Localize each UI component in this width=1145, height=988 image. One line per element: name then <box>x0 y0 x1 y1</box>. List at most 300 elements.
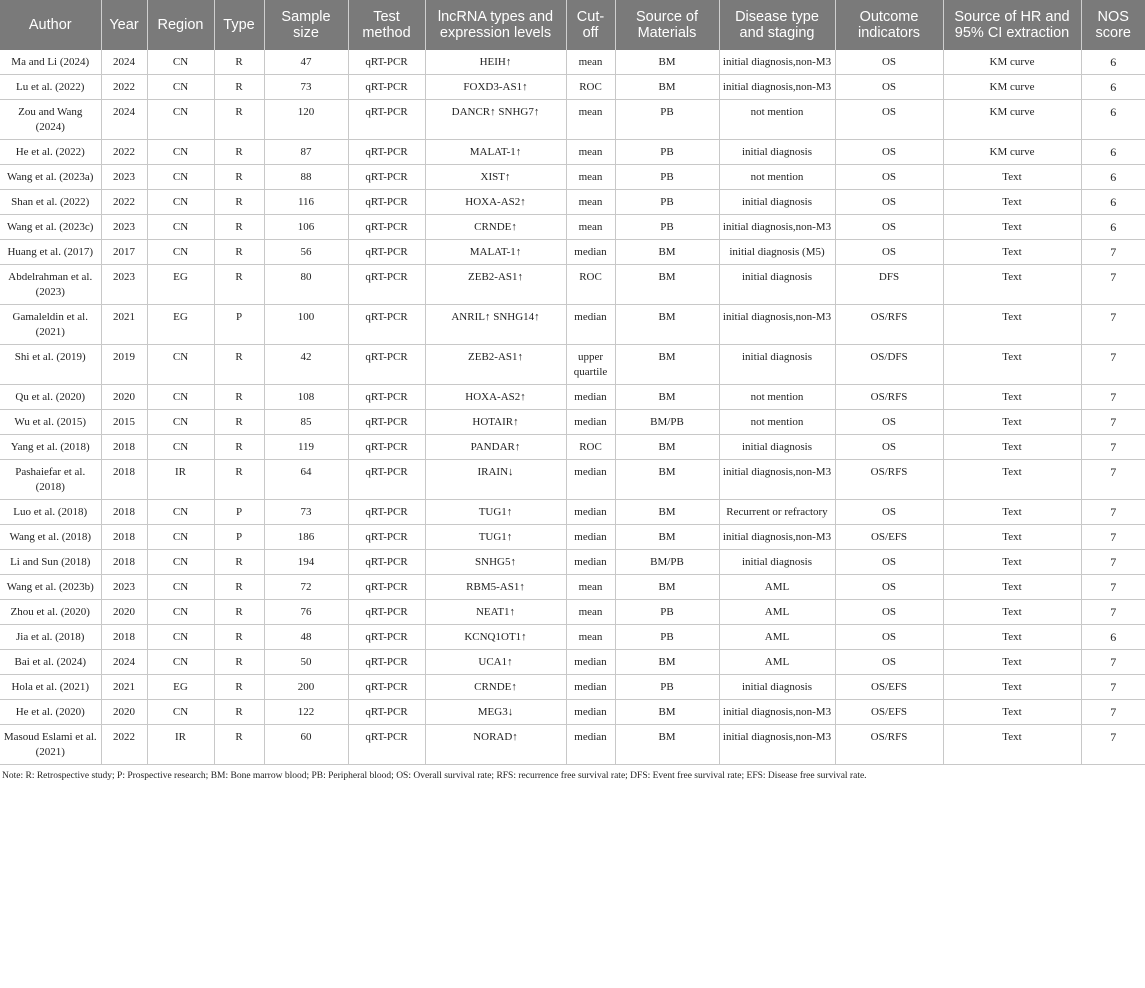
cell-year: 2022 <box>101 75 147 100</box>
cell-test-method: qRT-PCR <box>348 305 425 345</box>
cell-source-of-materials: PB <box>615 100 719 140</box>
table-row <box>0 190 1145 215</box>
cell-test-method: qRT-PCR <box>348 165 425 190</box>
cell-lncrna-types: MEG3↓ <box>425 700 566 725</box>
cell-disease-type: initial diagnosis,non-M3 <box>719 725 835 765</box>
cell-region: CN <box>147 500 214 525</box>
cell-year: 2022 <box>101 725 147 765</box>
cell-source-of-materials: BM <box>615 525 719 550</box>
cell-type: R <box>214 240 264 265</box>
cell-region: IR <box>147 725 214 765</box>
cell-lncrna-types: NORAD↑ <box>425 725 566 765</box>
cell-hr-source: Text <box>943 385 1081 410</box>
table-row <box>0 625 1145 650</box>
cell-nos-score: 6 <box>1081 140 1145 165</box>
cell-lncrna-types: KCNQ1OT1↑ <box>425 625 566 650</box>
cell-disease-type: initial diagnosis <box>719 550 835 575</box>
cell-outcome-indicators: OS <box>835 190 943 215</box>
cell-disease-type: not mention <box>719 165 835 190</box>
cell-author: Bai et al. (2024) <box>0 650 101 675</box>
cell-sample-size: 116 <box>264 190 348 215</box>
cell-sample-size: 42 <box>264 345 348 385</box>
cell-type: R <box>214 575 264 600</box>
table-row <box>0 500 1145 525</box>
cell-lncrna-types: NEAT1↑ <box>425 600 566 625</box>
cell-region: EG <box>147 675 214 700</box>
cell-year: 2022 <box>101 190 147 215</box>
cell-sample-size: 100 <box>264 305 348 345</box>
cell-cut-off: median <box>566 385 615 410</box>
cell-cut-off: mean <box>566 165 615 190</box>
cell-outcome-indicators: OS/EFS <box>835 700 943 725</box>
cell-region: CN <box>147 625 214 650</box>
cell-nos-score: 6 <box>1081 625 1145 650</box>
cell-outcome-indicators: OS <box>835 50 943 75</box>
cell-region: CN <box>147 650 214 675</box>
cell-year: 2018 <box>101 460 147 500</box>
cell-hr-source: KM curve <box>943 140 1081 165</box>
cell-disease-type: initial diagnosis,non-M3 <box>719 215 835 240</box>
cell-author: Ma and Li (2024) <box>0 50 101 75</box>
cell-hr-source: Text <box>943 240 1081 265</box>
cell-test-method: qRT-PCR <box>348 550 425 575</box>
cell-sample-size: 60 <box>264 725 348 765</box>
cell-hr-source: Text <box>943 725 1081 765</box>
cell-hr-source: Text <box>943 165 1081 190</box>
table-row <box>0 240 1145 265</box>
cell-author: Wang et al. (2023c) <box>0 215 101 240</box>
cell-disease-type: initial diagnosis,non-M3 <box>719 75 835 100</box>
cell-sample-size: 186 <box>264 525 348 550</box>
cell-lncrna-types: FOXD3-AS1↑ <box>425 75 566 100</box>
cell-year: 2020 <box>101 385 147 410</box>
cell-region: CN <box>147 575 214 600</box>
cell-author: He et al. (2022) <box>0 140 101 165</box>
cell-outcome-indicators: OS/DFS <box>835 345 943 385</box>
cell-year: 2021 <box>101 305 147 345</box>
cell-hr-source: Text <box>943 575 1081 600</box>
cell-source-of-materials: BM <box>615 700 719 725</box>
cell-author: Abdelrahman et al. (2023) <box>0 265 101 305</box>
cell-outcome-indicators: OS <box>835 165 943 190</box>
cell-type: R <box>214 50 264 75</box>
cell-disease-type: not mention <box>719 100 835 140</box>
cell-type: R <box>214 190 264 215</box>
cell-region: CN <box>147 700 214 725</box>
cell-hr-source: Text <box>943 410 1081 435</box>
cell-region: CN <box>147 165 214 190</box>
cell-lncrna-types: HEIH↑ <box>425 50 566 75</box>
cell-year: 2019 <box>101 345 147 385</box>
cell-year: 2020 <box>101 700 147 725</box>
cell-cut-off: median <box>566 650 615 675</box>
cell-sample-size: 48 <box>264 625 348 650</box>
cell-type: R <box>214 265 264 305</box>
cell-cut-off: mean <box>566 190 615 215</box>
cell-test-method: qRT-PCR <box>348 240 425 265</box>
cell-disease-type: AML <box>719 575 835 600</box>
cell-source-of-materials: BM <box>615 460 719 500</box>
cell-sample-size: 50 <box>264 650 348 675</box>
table-header-row <box>0 0 1145 50</box>
cell-type: R <box>214 140 264 165</box>
cell-region: CN <box>147 525 214 550</box>
cell-sample-size: 47 <box>264 50 348 75</box>
cell-test-method: qRT-PCR <box>348 265 425 305</box>
cell-cut-off: mean <box>566 575 615 600</box>
cell-nos-score: 7 <box>1081 345 1145 385</box>
cell-lncrna-types: HOTAIR↑ <box>425 410 566 435</box>
table-row <box>0 725 1145 765</box>
cell-test-method: qRT-PCR <box>348 100 425 140</box>
cell-type: R <box>214 650 264 675</box>
cell-test-method: qRT-PCR <box>348 525 425 550</box>
cell-author: Zou and Wang (2024) <box>0 100 101 140</box>
cell-region: CN <box>147 385 214 410</box>
cell-source-of-materials: BM <box>615 385 719 410</box>
cell-lncrna-types: UCA1↑ <box>425 650 566 675</box>
cell-disease-type: initial diagnosis <box>719 190 835 215</box>
cell-source-of-materials: BM/PB <box>615 550 719 575</box>
cell-cut-off: median <box>566 410 615 435</box>
cell-year: 2024 <box>101 100 147 140</box>
cell-lncrna-types: HOXA-AS2↑ <box>425 190 566 215</box>
cell-region: CN <box>147 240 214 265</box>
cell-author: Pashaiefar et al. (2018) <box>0 460 101 500</box>
cell-region: CN <box>147 550 214 575</box>
cell-type: R <box>214 165 264 190</box>
cell-hr-source: Text <box>943 550 1081 575</box>
cell-hr-source: Text <box>943 305 1081 345</box>
cell-cut-off: mean <box>566 625 615 650</box>
cell-cut-off: upper quartile <box>566 345 615 385</box>
cell-source-of-materials: BM <box>615 345 719 385</box>
table-row <box>0 385 1145 410</box>
cell-region: CN <box>147 600 214 625</box>
cell-sample-size: 64 <box>264 460 348 500</box>
table-row <box>0 345 1145 385</box>
cell-disease-type: initial diagnosis,non-M3 <box>719 460 835 500</box>
cell-disease-type: AML <box>719 600 835 625</box>
cell-nos-score: 7 <box>1081 500 1145 525</box>
cell-test-method: qRT-PCR <box>348 385 425 410</box>
table-row <box>0 650 1145 675</box>
cell-lncrna-types: TUG1↑ <box>425 525 566 550</box>
cell-cut-off: ROC <box>566 435 615 460</box>
cell-author: Wu et al. (2015) <box>0 410 101 435</box>
cell-cut-off: median <box>566 305 615 345</box>
cell-sample-size: 88 <box>264 165 348 190</box>
cell-cut-off: ROC <box>566 265 615 305</box>
cell-hr-source: Text <box>943 345 1081 385</box>
cell-nos-score: 6 <box>1081 190 1145 215</box>
column-header-outcome-indicators: Outcome indicators <box>835 0 943 50</box>
cell-source-of-materials: PB <box>615 140 719 165</box>
cell-outcome-indicators: OS/RFS <box>835 385 943 410</box>
cell-region: CN <box>147 75 214 100</box>
cell-sample-size: 106 <box>264 215 348 240</box>
cell-source-of-materials: BM <box>615 725 719 765</box>
table-row <box>0 100 1145 140</box>
cell-disease-type: not mention <box>719 385 835 410</box>
cell-test-method: qRT-PCR <box>348 215 425 240</box>
cell-hr-source: Text <box>943 650 1081 675</box>
cell-type: R <box>214 625 264 650</box>
cell-year: 2017 <box>101 240 147 265</box>
cell-test-method: qRT-PCR <box>348 50 425 75</box>
cell-region: CN <box>147 345 214 385</box>
cell-year: 2018 <box>101 525 147 550</box>
cell-nos-score: 7 <box>1081 265 1145 305</box>
cell-sample-size: 85 <box>264 410 348 435</box>
column-header-region: Region <box>147 0 214 50</box>
table-row <box>0 305 1145 345</box>
cell-author: Shan et al. (2022) <box>0 190 101 215</box>
cell-hr-source: Text <box>943 190 1081 215</box>
cell-disease-type: Recurrent or refractory <box>719 500 835 525</box>
cell-outcome-indicators: OS <box>835 240 943 265</box>
cell-region: EG <box>147 305 214 345</box>
cell-test-method: qRT-PCR <box>348 345 425 385</box>
cell-author: Wang et al. (2018) <box>0 525 101 550</box>
cell-hr-source: Text <box>943 675 1081 700</box>
cell-year: 2023 <box>101 575 147 600</box>
cell-author: Shi et al. (2019) <box>0 345 101 385</box>
cell-outcome-indicators: OS <box>835 500 943 525</box>
cell-lncrna-types: XIST↑ <box>425 165 566 190</box>
table-row <box>0 265 1145 305</box>
cell-cut-off: median <box>566 240 615 265</box>
cell-source-of-materials: PB <box>615 215 719 240</box>
cell-nos-score: 7 <box>1081 700 1145 725</box>
table-row <box>0 550 1145 575</box>
cell-disease-type: initial diagnosis,non-M3 <box>719 700 835 725</box>
cell-disease-type: initial diagnosis <box>719 675 835 700</box>
cell-disease-type: initial diagnosis,non-M3 <box>719 50 835 75</box>
cell-hr-source: Text <box>943 625 1081 650</box>
cell-disease-type: initial diagnosis <box>719 345 835 385</box>
table-note: Note: R: Retrospective study; P: Prospective research; BM: Bone marrow blood; PB: Peripheral blood; OS: Overall survival rate; RFS: recurrence free survival rate; DFS: Event free survival rate; EFS: Disease free survival rate. <box>2 771 867 781</box>
cell-outcome-indicators: OS/RFS <box>835 305 943 345</box>
table-row <box>0 50 1145 75</box>
table-row <box>0 410 1145 435</box>
cell-author: Yang et al. (2018) <box>0 435 101 460</box>
cell-outcome-indicators: OS/EFS <box>835 675 943 700</box>
cell-type: R <box>214 460 264 500</box>
cell-region: CN <box>147 190 214 215</box>
cell-region: CN <box>147 410 214 435</box>
cell-test-method: qRT-PCR <box>348 600 425 625</box>
cell-sample-size: 200 <box>264 675 348 700</box>
column-header-source-of-materials: Source of Materials <box>615 0 719 50</box>
cell-source-of-materials: BM <box>615 500 719 525</box>
cell-year: 2023 <box>101 265 147 305</box>
cell-lncrna-types: IRAIN↓ <box>425 460 566 500</box>
cell-nos-score: 7 <box>1081 725 1145 765</box>
cell-hr-source: Text <box>943 265 1081 305</box>
cell-test-method: qRT-PCR <box>348 700 425 725</box>
cell-source-of-materials: BM <box>615 50 719 75</box>
cell-author: Wang et al. (2023b) <box>0 575 101 600</box>
cell-cut-off: median <box>566 500 615 525</box>
cell-lncrna-types: MALAT-1↑ <box>425 240 566 265</box>
cell-author: Hola et al. (2021) <box>0 675 101 700</box>
cell-hr-source: KM curve <box>943 75 1081 100</box>
cell-region: CN <box>147 435 214 460</box>
cell-type: R <box>214 550 264 575</box>
cell-region: CN <box>147 140 214 165</box>
table-row <box>0 165 1145 190</box>
column-header-author: Author <box>0 0 101 50</box>
cell-author: Li and Sun (2018) <box>0 550 101 575</box>
cell-hr-source: Text <box>943 600 1081 625</box>
cell-year: 2018 <box>101 550 147 575</box>
cell-year: 2021 <box>101 675 147 700</box>
cell-region: IR <box>147 460 214 500</box>
cell-outcome-indicators: OS <box>835 550 943 575</box>
cell-hr-source: KM curve <box>943 100 1081 140</box>
cell-outcome-indicators: OS/RFS <box>835 725 943 765</box>
cell-cut-off: median <box>566 550 615 575</box>
cell-source-of-materials: BM <box>615 265 719 305</box>
cell-outcome-indicators: OS <box>835 215 943 240</box>
cell-source-of-materials: BM <box>615 575 719 600</box>
cell-sample-size: 194 <box>264 550 348 575</box>
table-row <box>0 675 1145 700</box>
cell-type: R <box>214 100 264 140</box>
cell-nos-score: 7 <box>1081 240 1145 265</box>
cell-sample-size: 80 <box>264 265 348 305</box>
cell-year: 2023 <box>101 215 147 240</box>
cell-sample-size: 73 <box>264 75 348 100</box>
cell-outcome-indicators: OS <box>835 600 943 625</box>
cell-hr-source: Text <box>943 700 1081 725</box>
cell-lncrna-types: MALAT-1↑ <box>425 140 566 165</box>
cell-type: P <box>214 525 264 550</box>
table-row <box>0 575 1145 600</box>
cell-author: Masoud Eslami et al. (2021) <box>0 725 101 765</box>
cell-type: R <box>214 385 264 410</box>
cell-author: He et al. (2020) <box>0 700 101 725</box>
cell-hr-source: Text <box>943 500 1081 525</box>
cell-cut-off: mean <box>566 140 615 165</box>
cell-disease-type: not mention <box>719 410 835 435</box>
cell-hr-source: Text <box>943 215 1081 240</box>
cell-nos-score: 7 <box>1081 650 1145 675</box>
cell-cut-off: median <box>566 725 615 765</box>
table-row <box>0 75 1145 100</box>
cell-source-of-materials: PB <box>615 165 719 190</box>
cell-disease-type: initial diagnosis <box>719 435 835 460</box>
cell-lncrna-types: TUG1↑ <box>425 500 566 525</box>
cell-source-of-materials: PB <box>615 625 719 650</box>
cell-disease-type: initial diagnosis,non-M3 <box>719 305 835 345</box>
cell-test-method: qRT-PCR <box>348 725 425 765</box>
cell-source-of-materials: BM <box>615 240 719 265</box>
cell-cut-off: mean <box>566 100 615 140</box>
table-row <box>0 700 1145 725</box>
cell-nos-score: 6 <box>1081 165 1145 190</box>
table-row <box>0 600 1145 625</box>
cell-region: CN <box>147 215 214 240</box>
cell-cut-off: median <box>566 460 615 500</box>
cell-lncrna-types: SNHG5↑ <box>425 550 566 575</box>
cell-test-method: qRT-PCR <box>348 625 425 650</box>
column-header-year: Year <box>101 0 147 50</box>
cell-lncrna-types: CRNDE↑ <box>425 215 566 240</box>
cell-lncrna-types: HOXA-AS2↑ <box>425 385 566 410</box>
cell-nos-score: 7 <box>1081 305 1145 345</box>
table-row <box>0 460 1145 500</box>
cell-source-of-materials: PB <box>615 600 719 625</box>
cell-year: 2020 <box>101 600 147 625</box>
cell-author: Wang et al. (2023a) <box>0 165 101 190</box>
cell-year: 2024 <box>101 650 147 675</box>
table-row <box>0 140 1145 165</box>
cell-disease-type: AML <box>719 625 835 650</box>
cell-outcome-indicators: OS <box>835 140 943 165</box>
cell-lncrna-types: PANDAR↑ <box>425 435 566 460</box>
cell-hr-source: Text <box>943 435 1081 460</box>
cell-type: P <box>214 500 264 525</box>
cell-hr-source: Text <box>943 460 1081 500</box>
cell-author: Lu et al. (2022) <box>0 75 101 100</box>
cell-outcome-indicators: OS <box>835 410 943 435</box>
cell-lncrna-types: ZEB2-AS1↑ <box>425 265 566 305</box>
column-header-cut-off: Cut-off <box>566 0 615 50</box>
table-row <box>0 215 1145 240</box>
cell-sample-size: 76 <box>264 600 348 625</box>
cell-year: 2018 <box>101 625 147 650</box>
cell-cut-off: ROC <box>566 75 615 100</box>
cell-nos-score: 6 <box>1081 50 1145 75</box>
cell-sample-size: 87 <box>264 140 348 165</box>
cell-disease-type: AML <box>719 650 835 675</box>
cell-sample-size: 72 <box>264 575 348 600</box>
cell-type: R <box>214 700 264 725</box>
table-row <box>0 435 1145 460</box>
cell-type: P <box>214 305 264 345</box>
cell-disease-type: initial diagnosis <box>719 140 835 165</box>
cell-disease-type: initial diagnosis <box>719 265 835 305</box>
cell-outcome-indicators: OS <box>835 435 943 460</box>
cell-lncrna-types: DANCR↑ SNHG7↑ <box>425 100 566 140</box>
cell-author: Qu et al. (2020) <box>0 385 101 410</box>
cell-outcome-indicators: OS <box>835 625 943 650</box>
cell-region: EG <box>147 265 214 305</box>
cell-test-method: qRT-PCR <box>348 500 425 525</box>
cell-outcome-indicators: DFS <box>835 265 943 305</box>
cell-test-method: qRT-PCR <box>348 650 425 675</box>
column-header-type: Type <box>214 0 264 50</box>
cell-nos-score: 7 <box>1081 600 1145 625</box>
cell-source-of-materials: BM <box>615 435 719 460</box>
cell-author: Zhou et al. (2020) <box>0 600 101 625</box>
column-header-sample-size: Sample size <box>264 0 348 50</box>
cell-sample-size: 122 <box>264 700 348 725</box>
cell-lncrna-types: RBM5-AS1↑ <box>425 575 566 600</box>
cell-cut-off: median <box>566 525 615 550</box>
cell-cut-off: median <box>566 675 615 700</box>
cell-nos-score: 7 <box>1081 385 1145 410</box>
cell-nos-score: 7 <box>1081 525 1145 550</box>
cell-test-method: qRT-PCR <box>348 435 425 460</box>
cell-nos-score: 6 <box>1081 75 1145 100</box>
cell-outcome-indicators: OS <box>835 75 943 100</box>
cell-outcome-indicators: OS <box>835 575 943 600</box>
cell-author: Gamaleldin et al. (2021) <box>0 305 101 345</box>
cell-cut-off: mean <box>566 50 615 75</box>
